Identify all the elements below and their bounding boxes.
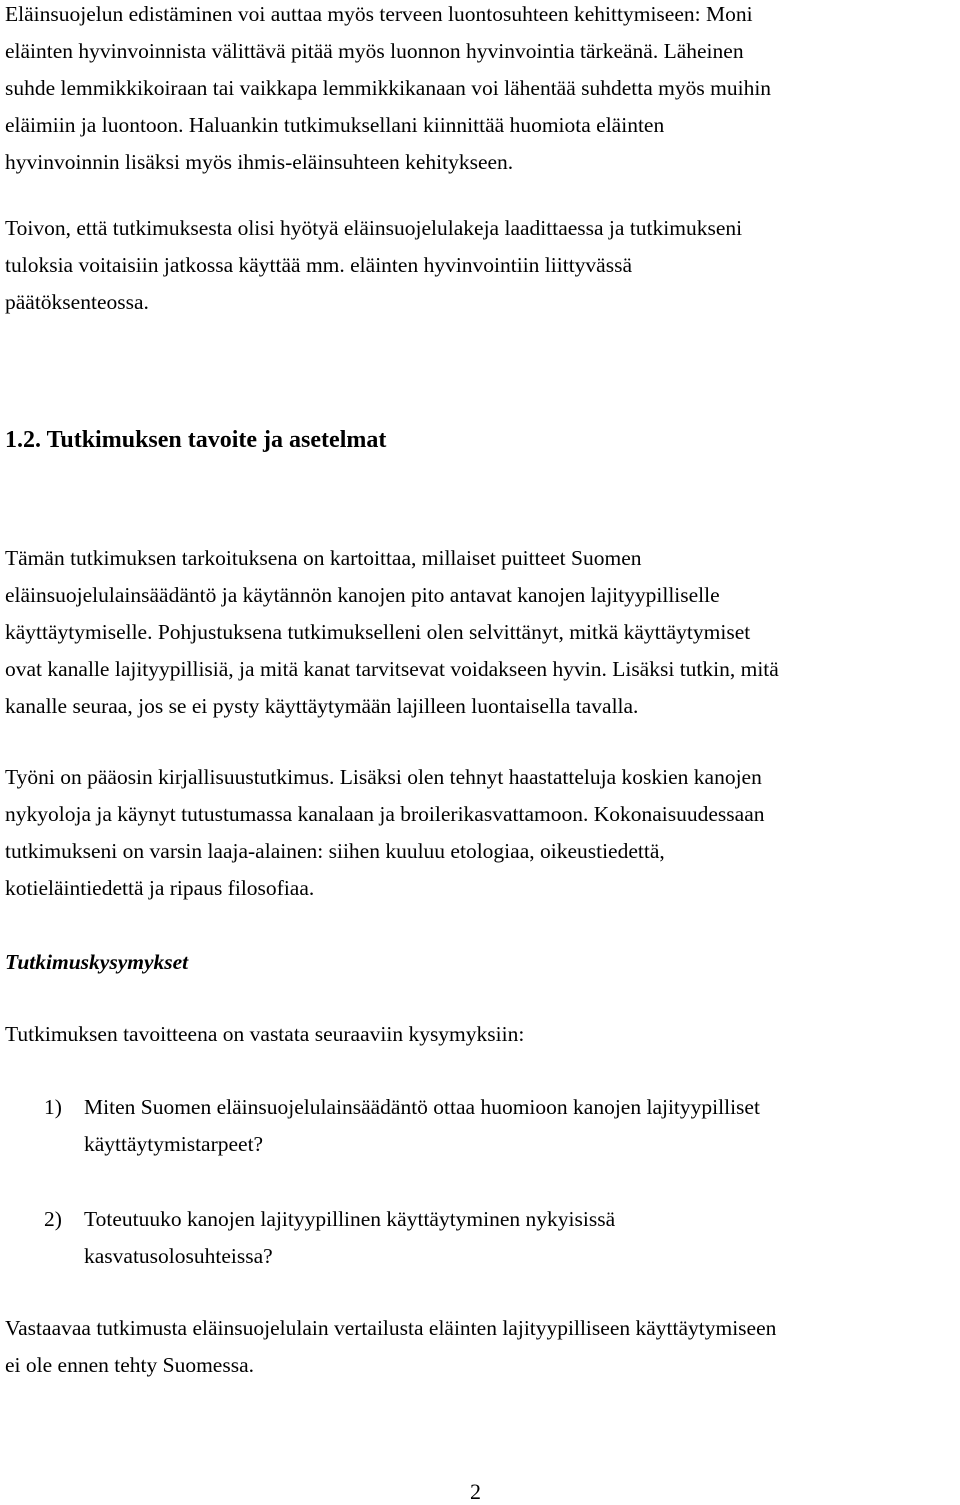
text-line: Vastaavaa tutkimusta eläinsuojelulain vertailusta eläinten lajityypilliseen käyttäytymiseen xyxy=(5,1316,777,1340)
paragraph-goal xyxy=(5,1016,524,1053)
text-line: tuloksia voitaisiin jatkossa käyttää mm. eläinten hyvinvointiin liittyvässä xyxy=(5,253,632,277)
text-line: kasvatusolosuhteissa? xyxy=(84,1244,273,1268)
text-line: Eläinsuojelun edistäminen voi auttaa myös terveen luontosuhteen kehittymiseen: Moni xyxy=(5,2,753,26)
text-line: päätöksenteossa. xyxy=(5,290,149,314)
text-line: kotieläintiedettä ja ripaus filosofiaa. xyxy=(5,876,315,900)
text-line: nykyoloja ja käynyt tutustumassa kanalaan ja broilerikasvattamoon. Kokonaisuudessaan xyxy=(5,802,765,826)
text-line: Toivon, että tutkimuksesta olisi hyötyä eläinsuojelulakeja laadittaessa ja tutkimukseni xyxy=(5,216,743,240)
question-text xyxy=(84,1089,760,1163)
paragraph-intro xyxy=(5,0,771,181)
text-line: kanalle seuraa, jos se ei pysty käyttäytymään lajilleen luontaisella tavalla. xyxy=(5,694,639,718)
text-line: hyvinvoinnin lisäksi myös ihmis-eläinsuhteen kehitykseen. xyxy=(5,150,514,174)
text-line: eläimiin ja luontoon. Haluankin tutkimuksellani kiinnittää huomiota eläinten xyxy=(5,113,665,137)
paragraph-method xyxy=(5,759,764,907)
subheading-research-questions: Tutkimuskysymykset xyxy=(5,950,189,974)
text-line: Tämän tutkimuksen tarkoituksena on kartoittaa, millaiset puitteet Suomen xyxy=(5,546,642,570)
paragraph-novelty xyxy=(5,1310,776,1384)
text-line: Työni on pääosin kirjallisuustutkimus. Lisäksi olen tehnyt haastatteluja koskien kanojen xyxy=(5,765,762,789)
text-line: käyttäytymiselle. Pohjustuksena tutkimukselleni olen selvittänyt, mitkä käyttäytymiset xyxy=(5,620,751,644)
paragraph-purpose xyxy=(5,540,779,725)
question-number: 2) xyxy=(44,1207,62,1231)
text-line: ei ole ennen tehty Suomessa. xyxy=(5,1353,254,1377)
paragraph-hope xyxy=(5,210,742,321)
text-line: Tutkimuksen tavoitteena on vastata seuraaviin kysymyksiin: xyxy=(5,1022,525,1046)
text-line: Miten Suomen eläinsuojelulainsäädäntö ottaa huomioon kanojen lajityypilliset xyxy=(84,1095,760,1119)
question-number: 1) xyxy=(44,1095,62,1119)
text-line: eläinsuojelulainsäädäntö ja käytännön kanojen pito antavat kanojen lajityypilliselle xyxy=(5,583,720,607)
page-number: 2 xyxy=(470,1479,481,1504)
text-line: tutkimukseni on varsin laaja-alainen: siihen kuuluu etologiaa, oikeustiedettä, xyxy=(5,839,665,863)
text-line: suhde lemmikkikoiraan tai vaikkapa lemmikkikanaan voi lähentää suhdetta myös muihin xyxy=(5,76,772,100)
text-line: käyttäytymistarpeet? xyxy=(84,1132,264,1156)
text-line: eläinten hyvinvoinnista välittävä pitää myös luonnon hyvinvointia tärkeänä. Läheinen xyxy=(5,39,744,63)
section-heading: 1.2. Tutkimuksen tavoite ja asetelmat xyxy=(5,427,387,453)
text-line: Toteutuuko kanojen lajityypillinen käyttäytyminen nykyisissä xyxy=(84,1207,616,1231)
text-line: ovat kanalle lajityypillisiä, ja mitä kanat tarvitsevat voidakseen hyvin. Lisäksi tutkin, mitä xyxy=(5,657,779,681)
question-text xyxy=(84,1201,615,1275)
